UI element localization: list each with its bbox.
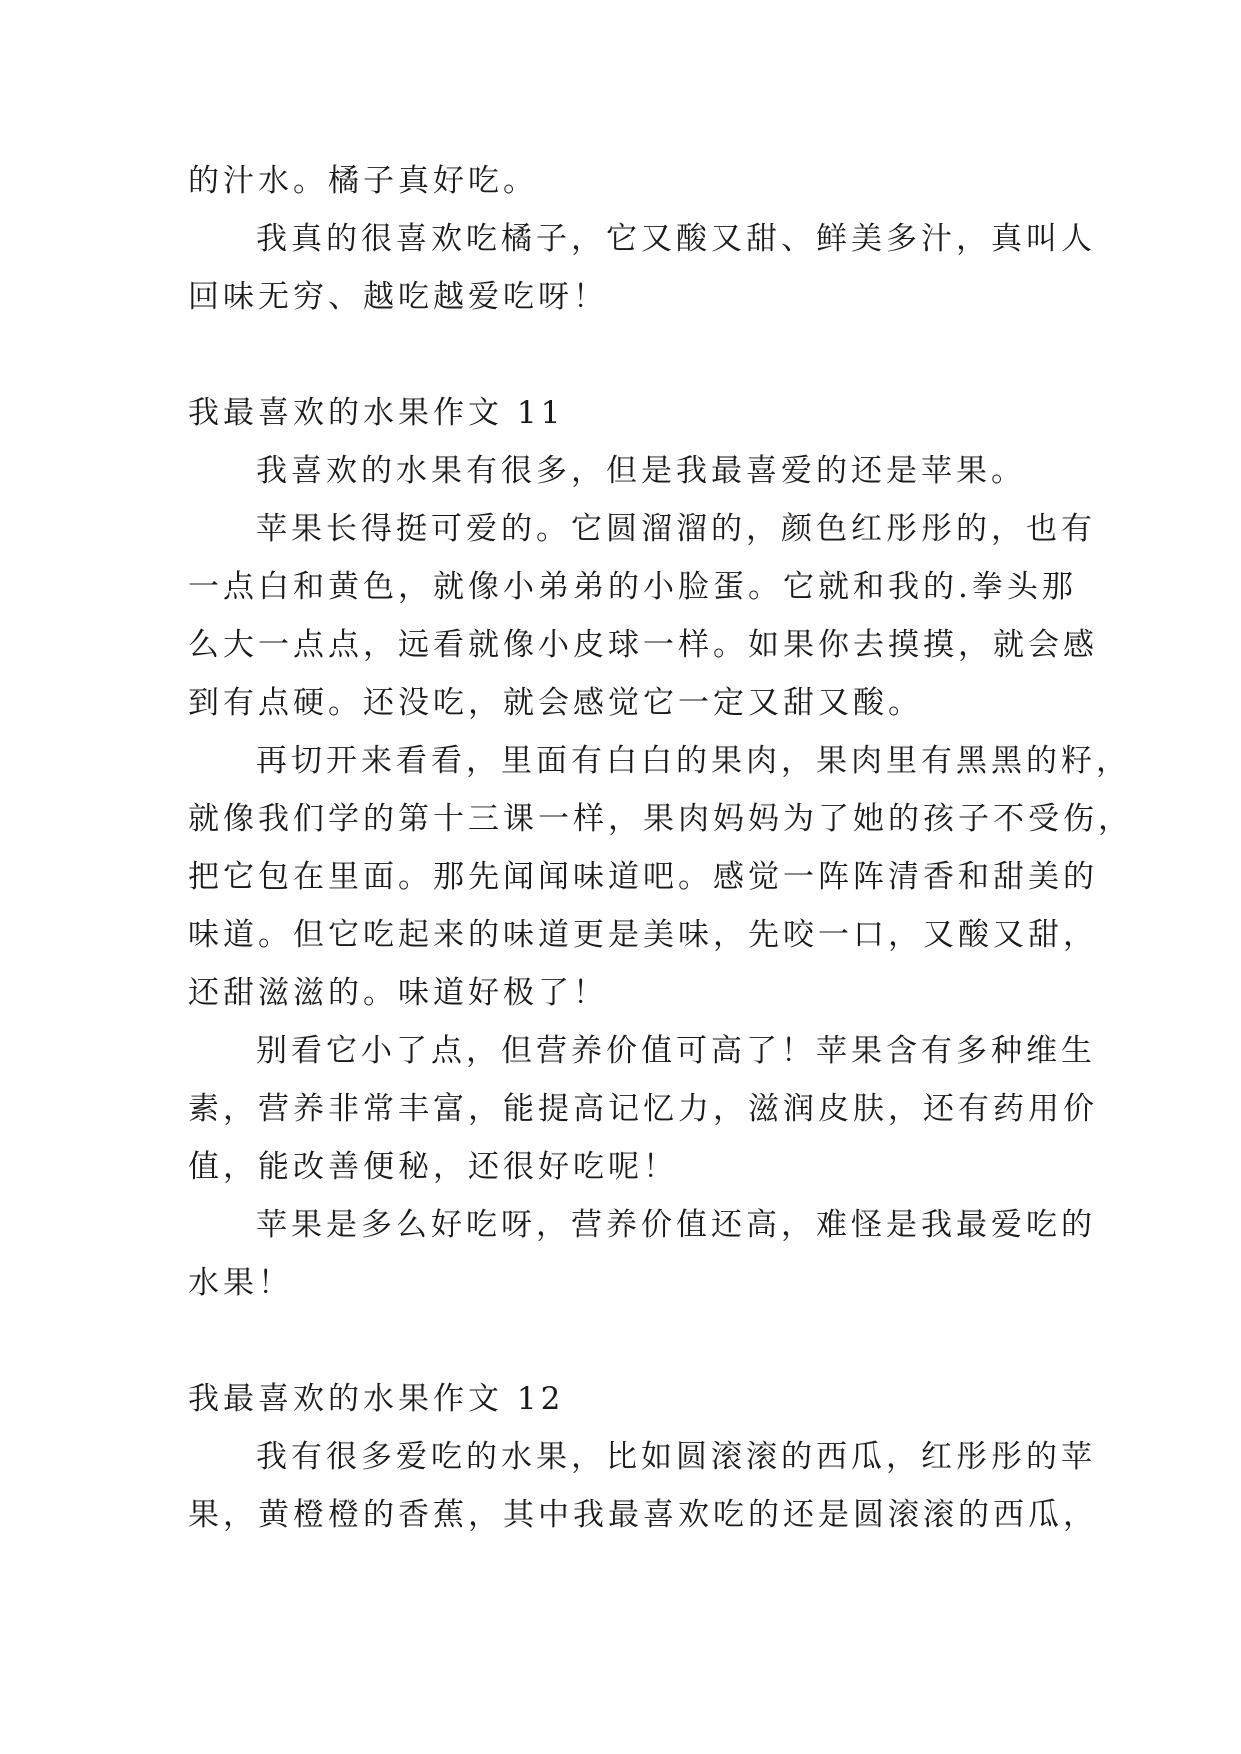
essay-title: 我最喜欢的水果作文 11 <box>188 395 565 431</box>
section-spacer <box>188 1312 1058 1370</box>
paragraph-line: 值，能改善便秘，还很好吃呢！ <box>188 1149 678 1185</box>
document-page <box>188 152 1133 1544</box>
paragraph-line: 苹果是多么好吃呀，营养价值还高，难怪是我最爱吃的 <box>256 1207 1096 1243</box>
paragraph-line: 么大一点点，远看就像小皮球一样。如果你去摸摸，就会感 <box>188 627 1098 663</box>
paragraph-line: 一点白和黄色，就像小弟弟的小脸蛋。它就和我的.拳头那 <box>188 569 1077 605</box>
paragraph-line: 到有点硬。还没吃，就会感觉它一定又甜又酸。 <box>188 685 923 721</box>
section-spacer <box>188 326 1058 384</box>
paragraph-line: 我喜欢的水果有很多，但是我最喜爱的还是苹果。 <box>256 453 1026 489</box>
paragraph-line: 素，营养非常丰富，能提高记忆力，滋润皮肤，还有药用价 <box>188 1091 1098 1127</box>
paragraph-line: 再切开来看看，里面有白白的果肉，果肉里有黑黑的籽， <box>256 743 1131 779</box>
paragraph-line: 把它包在里面。那先闻闻味道吧。感觉一阵阵清香和甜美的 <box>188 859 1098 895</box>
paragraph-line: 就像我们学的第十三课一样，果肉妈妈为了她的孩子不受伤， <box>188 801 1133 837</box>
paragraph-line: 我真的很喜欢吃橘子，它又酸又甜、鲜美多汁，真叫人 <box>256 221 1096 257</box>
paragraph-line: 苹果长得挺可爱的。它圆溜溜的，颜色红彤彤的，也有 <box>256 511 1096 547</box>
paragraph-line: 还甜滋滋的。味道好极了！ <box>188 975 608 1011</box>
essay-title: 我最喜欢的水果作文 12 <box>188 1381 565 1417</box>
paragraph-line: 别看它小了点，但营养价值可高了！苹果含有多种维生 <box>256 1033 1096 1069</box>
paragraph-line: 我有很多爱吃的水果，比如圆滚滚的西瓜，红彤彤的苹 <box>256 1439 1096 1475</box>
paragraph-line: 的汁水。橘子真好吃。 <box>188 163 538 199</box>
paragraph-line: 味道。但它吃起来的味道更是美味，先咬一口，又酸又甜， <box>188 917 1098 953</box>
paragraph-line: 果，黄橙橙的香蕉，其中我最喜欢吃的还是圆滚滚的西瓜， <box>188 1497 1098 1533</box>
paragraph-line: 回味无穷、越吃越爱吃呀！ <box>188 279 608 315</box>
paragraph-line: 水果！ <box>188 1265 293 1301</box>
